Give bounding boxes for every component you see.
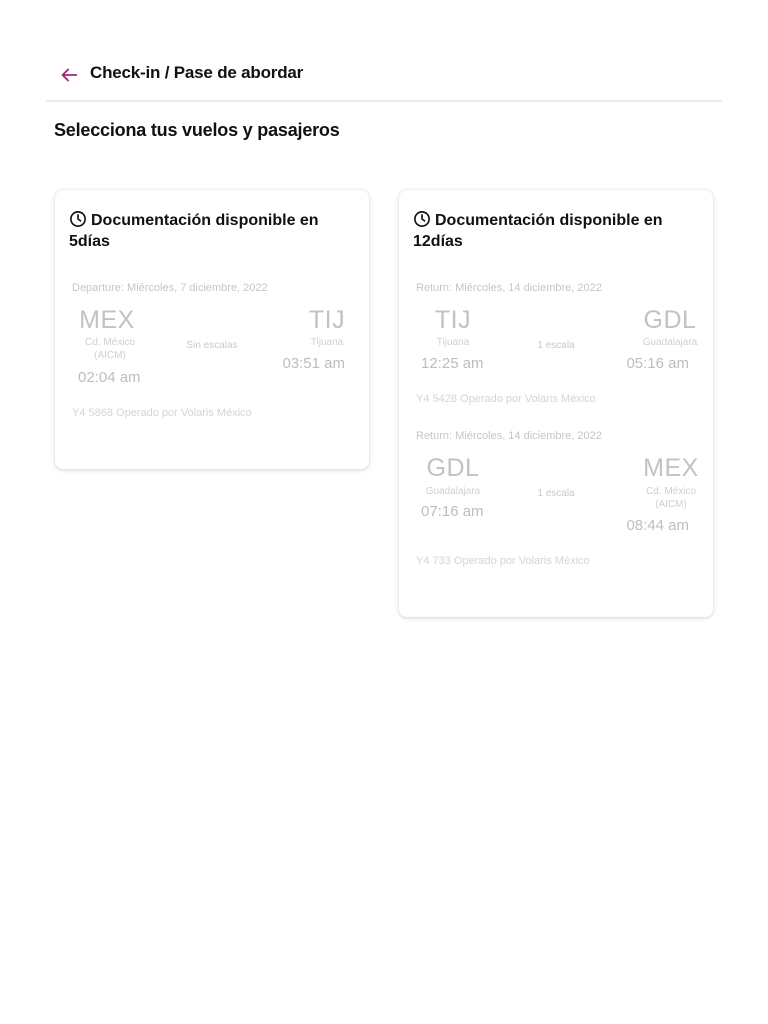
flight-card-departure[interactable]: [55, 190, 369, 469]
origin-city: Tijuana: [436, 337, 470, 348]
origin-code: GDL: [426, 454, 480, 482]
destination-time: 08:44 am: [626, 517, 689, 534]
destination-city: Cd. México (AICM): [645, 486, 696, 510]
destination-code: GDL: [643, 306, 697, 334]
stops-label: 1 escala: [537, 340, 575, 351]
destination-time: 05:16 am: [626, 355, 689, 372]
segment-date: Return: Miércoles, 14 diciembre, 2022: [416, 282, 602, 294]
origin-city: Cd. México (AICM): [84, 337, 135, 361]
flight-segment[interactable]: [399, 282, 713, 408]
clock-icon: [69, 210, 87, 228]
flight-segment[interactable]: [399, 430, 713, 580]
flight-card-return[interactable]: [399, 190, 713, 617]
destination-time: 03:51 am: [282, 355, 345, 372]
flight-number: Y4 5868 Operado por Volaris México: [72, 407, 252, 419]
flight-segment[interactable]: [55, 282, 369, 432]
stops-label: 1 escala: [537, 488, 575, 499]
segment-date: Departure: Miércoles, 7 diciembre, 2022: [72, 282, 268, 294]
card-heading-text: Documentación disponible en 5días: [69, 212, 319, 250]
card-heading-text: Documentación disponible en 12días: [413, 212, 663, 250]
origin-code: TIJ: [434, 306, 472, 334]
destination-city: Tijuana: [310, 337, 344, 348]
origin-code: MEX: [79, 306, 135, 334]
flight-number: Y4 733 Operado por Volaris México: [416, 555, 590, 567]
clock-icon: [413, 210, 431, 228]
page-title: Check-in / Pase de abordar: [90, 63, 304, 82]
origin-time: 02:04 am: [78, 369, 141, 386]
flight-number: Y4 5428 Operado por Volaris México: [416, 393, 596, 405]
card-heading: [69, 210, 355, 252]
destination-code: TIJ: [308, 306, 346, 334]
segment-date: Return: Miércoles, 14 diciembre, 2022: [416, 430, 602, 442]
top-bar: [46, 0, 722, 102]
destination-code: MEX: [643, 454, 699, 482]
arrow-left-icon[interactable]: [58, 64, 80, 86]
card-heading: [413, 210, 699, 252]
destination-city: Guadalajara: [642, 337, 698, 348]
origin-time: 12:25 am: [421, 355, 484, 372]
stops-label: Sin escalas: [186, 340, 238, 351]
section-title: Selecciona tus vuelos y pasajeros: [54, 120, 340, 140]
origin-city: Guadalajara: [425, 486, 481, 497]
origin-time: 07:16 am: [421, 503, 484, 520]
